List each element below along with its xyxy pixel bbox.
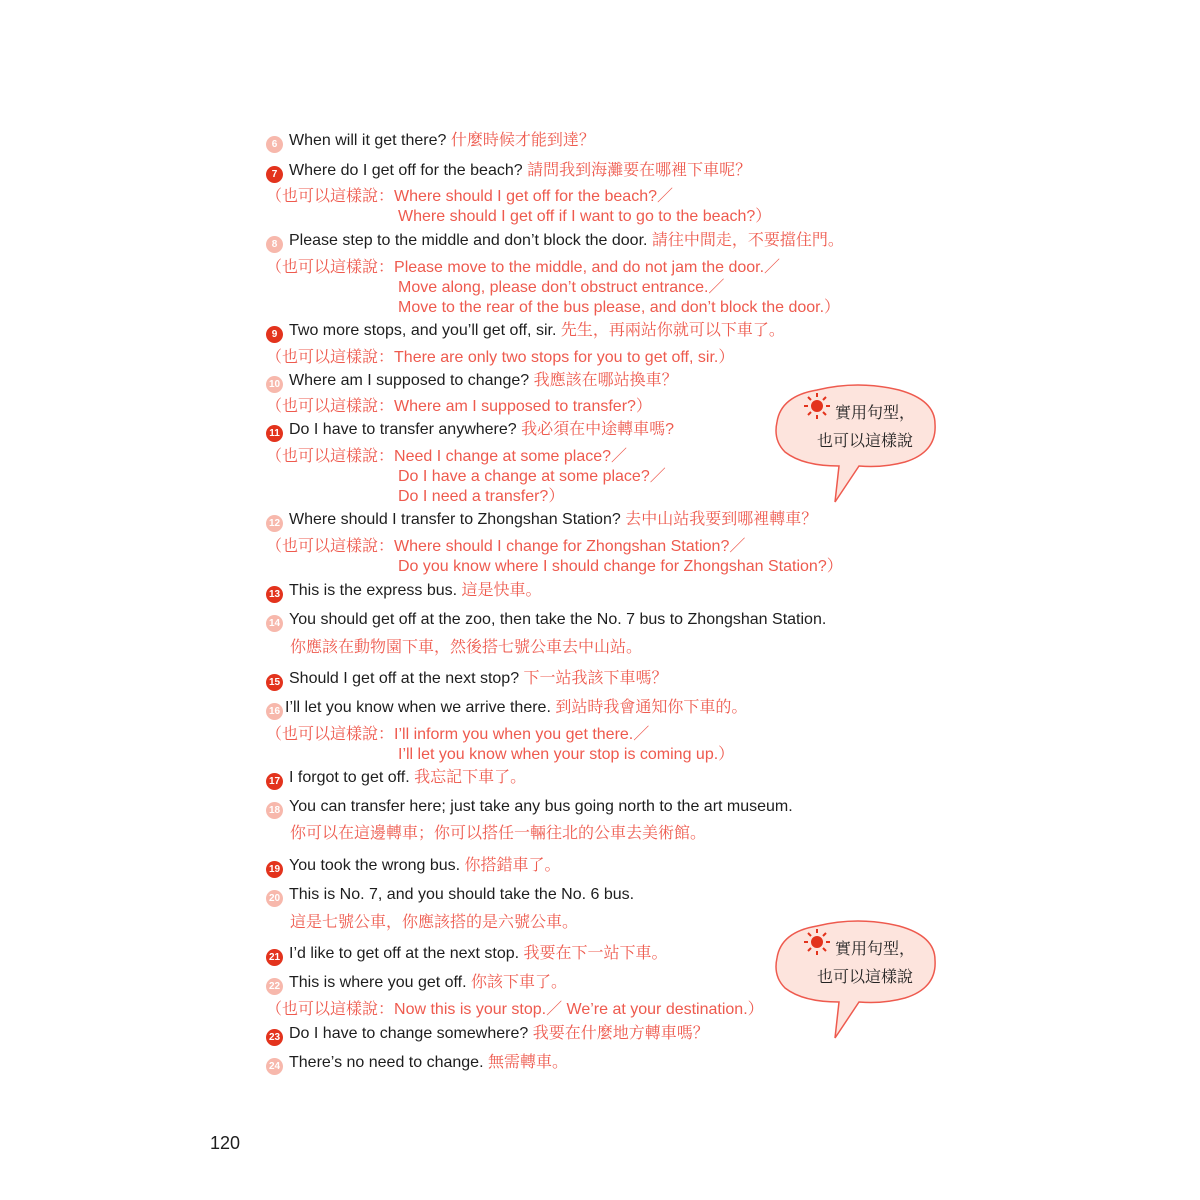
number-badge: 12 [266, 515, 283, 532]
alternative-7: （也可以這樣說：Where should I get off for the beach?／ [266, 188, 674, 205]
sentence-22: 22 This is where you get off. 你該下車了。 [266, 973, 567, 995]
bubble-subtitle: 也可以這樣說 [817, 433, 914, 450]
alternative-11-cont: Do I need a transfer?） [398, 488, 565, 505]
number-badge: 9 [266, 326, 283, 343]
sentence-23: 23 Do I have to change somewhere? 我要在什麼地方轉車嗎？ [266, 1024, 709, 1046]
bubble-title: 實用句型， [835, 405, 916, 422]
number-badge: 21 [266, 949, 283, 966]
sentence-7: 7 Where do I get off for the beach? 請問我到海灘要在哪裡下車呢？ [266, 161, 751, 183]
sentence-6: 6 When will it get there? 什麼時候才能到達？ [266, 131, 595, 153]
sentence-16: 16 I’ll let you know when we arrive there. 到站時我會通知你下車的。 [266, 698, 747, 720]
sentence-11: 11 Do I have to transfer anywhere? 我必須在中途轉車嗎? [266, 420, 674, 442]
number-badge: 6 [266, 136, 283, 153]
translation-18: 你可以在這邊轉車；你可以搭任一輛往北的公車去美術館。 [290, 825, 707, 842]
number-badge: 18 [266, 802, 283, 819]
sentence-24: 24 There’s no need to change. 無需轉車。 [266, 1053, 568, 1075]
translation-20: 這是七號公車，你應該搭的是六號公車。 [290, 914, 579, 931]
alternative-9: （也可以這樣說：There are only two stops for you to get off, sir.） [266, 349, 735, 366]
alternative-22: （也可以這樣說：Now this is your stop.／ We’re at your destination.） [266, 1001, 764, 1018]
translation-14: 你應該在動物園下車，然後搭七號公車去中山站。 [290, 639, 643, 656]
alternative-10: （也可以這樣說：Where am I supposed to transfer?） [266, 398, 652, 415]
alternative-12: （也可以這樣說：Where should I change for Zhongshan Station?／ [266, 538, 746, 555]
sentence-12: 12 Where should I transfer to Zhongshan Station? 去中山站我要到哪裡轉車？ [266, 510, 817, 532]
sentence-10: 10 Where am I supposed to change? 我應該在哪站換車？ [266, 371, 678, 393]
sentence-15: 15 Should I get off at the next stop? 下一站我該下車嗎？ [266, 669, 668, 691]
number-badge: 14 [266, 615, 283, 632]
number-badge: 16 [266, 703, 283, 720]
speech-bubble [773, 382, 943, 522]
alternative-16-cont: I’ll let you know when your stop is coming up.） [398, 746, 735, 763]
number-badge: 10 [266, 376, 283, 393]
number-badge: 19 [266, 861, 283, 878]
sentence-21: 21 I’d like to get off at the next stop. 我要在下一站下車。 [266, 944, 668, 966]
number-badge: 23 [266, 1029, 283, 1046]
page-number: 120 [210, 1133, 241, 1153]
number-badge: 7 [266, 166, 283, 183]
sentence-13: 13 This is the express bus. 這是快車。 [266, 581, 542, 603]
number-badge: 11 [266, 425, 283, 442]
alternative-12-cont: Do you know where I should change for Zhongshan Station?） [398, 558, 843, 575]
alternative-11-cont: Do I have a change at some place?／ [398, 468, 666, 485]
sentence-17: 17 I forgot to get off. 我忘記下車了。 [266, 768, 526, 790]
sentence-14: 14 You should get off at the zoo, then take the No. 7 bus to Zhongshan Station. [266, 610, 826, 632]
alternative-8-cont: Move along, please don’t obstruct entrance.／ [398, 279, 725, 296]
alternative-8: （也可以這樣說：Please move to the middle, and do not jam the door.／ [266, 259, 781, 276]
alternative-16: （也可以這樣說：I’ll inform you when you get there.／ [266, 726, 650, 743]
alternative-7-cont: Where should I get off if I want to go to the beach?） [398, 208, 772, 225]
number-badge: 24 [266, 1058, 283, 1075]
sentence-8: 8 Please step to the middle and don’t block the door. 請往中間走，不要擋住門。 [266, 231, 844, 253]
number-badge: 13 [266, 586, 283, 603]
number-badge: 20 [266, 890, 283, 907]
bubble-title: 實用句型， [835, 941, 916, 958]
bubble-subtitle: 也可以這樣說 [817, 969, 914, 986]
sentence-20: 20 This is No. 7, and you should take the No. 6 bus. [266, 885, 634, 907]
sentence-18: 18 You can transfer here; just take any bus going north to the art museum. [266, 797, 793, 819]
sentence-19: 19 You took the wrong bus. 你搭錯車了。 [266, 856, 561, 878]
number-badge: 8 [266, 236, 283, 253]
sentence-9: 9 Two more stops, and you’ll get off, sir. 先生，再兩站你就可以下車了。 [266, 321, 785, 343]
number-badge: 17 [266, 773, 283, 790]
speech-bubble [773, 918, 943, 1058]
alternative-8-cont: Move to the rear of the bus please, and don’t block the door.） [398, 299, 841, 316]
number-badge: 22 [266, 978, 283, 995]
alternative-11: （也可以這樣說：Need I change at some place?／ [266, 448, 628, 465]
number-badge: 15 [266, 674, 283, 691]
